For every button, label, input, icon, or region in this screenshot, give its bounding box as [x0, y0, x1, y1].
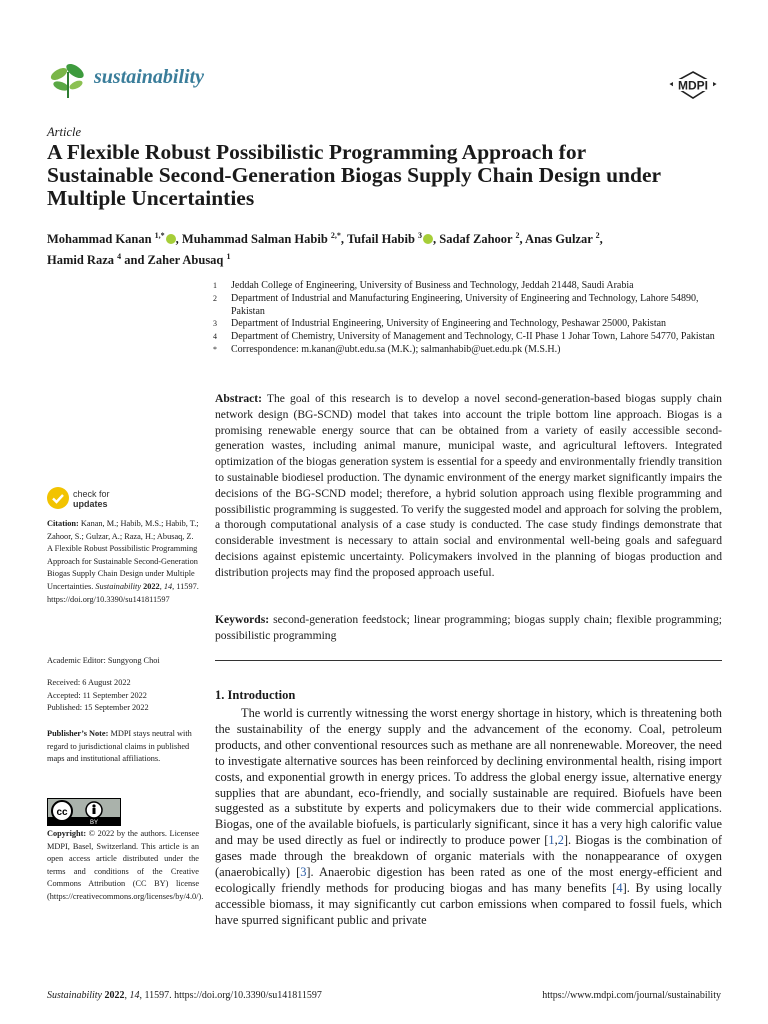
- orcid-icon[interactable]: [423, 234, 433, 244]
- publisher-note-label: Publisher’s Note:: [47, 729, 109, 738]
- author-separator: ,: [433, 232, 440, 247]
- footer-journal: Sustainability: [47, 990, 102, 1001]
- academic-editor: Academic Editor: Sungyong Choi: [47, 656, 160, 665]
- footer-year: 2022: [104, 990, 125, 1001]
- copyright-text: © 2022 by the authors. Licensee MDPI, Basel, Switzerland. This article is an open access article distributed under the terms and conditions of the Creative Commons Attribution (CC BY) license (https://creativecommons.org/licenses/by/4.0/).: [47, 829, 204, 901]
- accepted-date: Accepted: 11 September 2022: [47, 690, 147, 700]
- publisher-note: [47, 728, 199, 766]
- keywords: [215, 612, 722, 644]
- footer-citation: Sustainability 2022, 14, 11597. https://doi.org/10.3390/su141811597: [47, 990, 322, 1001]
- citation-text: Kanan, M.; Habib, M.S.; Habib, T.; Zahoor, S.; Gulzar, A.; Raza, H.; Abusaq, Z. A Flexible Robust Possibilistic Programming Approach for Sustainable Second-Generation Biogas Supply Chain Design under Multiple Uncertainties.: [47, 519, 199, 591]
- citation-link-4[interactable]: 4: [616, 880, 623, 895]
- affiliation-mark: *: [213, 344, 217, 354]
- check-updates-icon: [47, 487, 69, 509]
- orcid-icon[interactable]: [166, 234, 176, 244]
- affiliation-mark: 3: [213, 319, 217, 329]
- published-date: Published: 15 September 2022: [47, 703, 149, 713]
- author-name[interactable]: Hamid Raza: [47, 253, 118, 268]
- author-separator: ,: [519, 232, 526, 247]
- affiliation-mark: 2: [213, 293, 217, 303]
- affiliation-item: [213, 293, 733, 319]
- citation-separator: ,: [554, 833, 558, 848]
- author-affiliation-mark: 3: [418, 231, 423, 240]
- author-name[interactable]: Mohammad Kanan: [47, 232, 155, 247]
- citation-block: Citation: Kanan, M.; Habib, M.S.; Habib, T.; Zahoor, S.; Gulzar, A.; Raza, H.; Abusaq, Z. A Flexible Robust Possibilistic Programming Approach for Sustainable Second-Generation Biogas Supply Chain Design under Multiple Uncertainties. Sustainability 2022, 14, 11597. https://doi.org/10.3390/su141811597: [47, 519, 199, 604]
- author-separator: ,: [599, 232, 603, 247]
- citation-label: Citation:: [47, 519, 79, 528]
- affiliation-mark: 1: [213, 281, 217, 290]
- author-separator: and: [121, 253, 148, 268]
- citation-volume: 14: [163, 581, 173, 591]
- author-affiliation-mark: 2,*: [330, 231, 341, 240]
- article-dates: [47, 677, 199, 715]
- affiliations: [213, 280, 733, 357]
- article-type: Article: [47, 125, 82, 139]
- citation-link-3[interactable]: 3: [300, 865, 307, 880]
- affiliation-item: [213, 331, 733, 344]
- keywords-text: second-generation feedstock; linear programming; biogas supply chain; flexible programming; possibilistic programming: [215, 613, 722, 642]
- intro-heading: 1. Introduction: [215, 688, 296, 702]
- author-affiliation-mark: 2: [595, 231, 600, 240]
- author-affiliation-mark: 2: [515, 231, 520, 240]
- abstract-text: The goal of this research is to develop a novel second-generation-based biogas supply chain network design (BG-SCND) model that takes into account the triple bottom line approach. Biogas is a promising renewable energy source that can be obtained from a variety of easily accessible second-generation wastes, including animal manure, municipal waste, and agricultural leftovers. Integrated optimization of the biogas generation system is essential for a speedy and environmentally friendly transition to sustainable biodiesel production. The dynamic environment of the energy market significantly impairs the decisions of the BG-SCND model; therefore, a hybrid solution approach using flexible programming and possibilistic programming is suggested. To verify the suggested model and approach for solving the problem, a thorough computational analysis of a case study is conducted. The case study findings demonstrate that considerable investment is necessary to attain social and environmental well-being goals and safeguard decisions against epistemic uncertainty. Policymakers involved in the planning of biogas production and distribution projects may find the proposed approach useful.: [215, 392, 722, 579]
- publisher-name: MDPI: [678, 78, 708, 93]
- received-date: Received: 6 August 2022: [47, 678, 131, 687]
- citation-journal: Sustainability: [95, 581, 142, 591]
- author-affiliation-mark: 1,*: [154, 231, 165, 240]
- affiliation-text: Jeddah College of Engineering, University of Business and Technology, Jeddah 21448, Saudi Arabia: [231, 280, 634, 291]
- affiliation-item: [213, 280, 733, 293]
- section-divider: [215, 660, 722, 661]
- keywords-label: Keywords:: [215, 613, 270, 626]
- copyright-label: Copyright:: [47, 829, 87, 838]
- affiliation-text: Department of Chemistry, University of Management and Technology, C-II Phase 1 Johar Town, Lahore 54770, Pakistan: [231, 331, 715, 343]
- abstract-label: Abstract:: [215, 392, 263, 405]
- article-title: A Flexible Robust Possibilistic Programming Approach for Sustainable Second-Generation Biogas Supply Chain Design under Multiple Uncertainties: [47, 140, 661, 210]
- journal-leaf-logo: [47, 58, 89, 100]
- citation-link-2[interactable]: 2: [557, 833, 564, 848]
- author-name[interactable]: Zaher Abusaq: [147, 253, 227, 268]
- check-updates-line2: updates: [73, 499, 108, 509]
- citation-doi[interactable]: , 11597. https://doi.org/10.3390/su141811597: [47, 581, 199, 604]
- footer-doi[interactable]: , 11597. https://doi.org/10.3390/su141811597: [139, 990, 322, 1001]
- abstract: [215, 391, 722, 581]
- affiliation-item: [213, 344, 733, 357]
- affiliation-item: [213, 318, 733, 331]
- check-for-updates-button[interactable]: [47, 487, 177, 513]
- affiliation-text: Correspondence: m.kanan@ubt.edu.sa (M.K.); salmanhabib@uet.edu.pk (M.S.H.): [231, 343, 561, 355]
- intro-text-1: The world is currently witnessing the worst energy shortage in history, which is threatening both the sustainability of the energy supply and the advancement of the economy. Coal, petroleum products, and other conventional resources such as methane are all nonrenewable. Moreover, the need to investigate alternative sources has been reinforced by declining environmental health, rising import costs, and exponential growth in energy prices. To address the global energy issue, alternative energy supplies that are abundant, eco-friendly, and socially sustainable are required. Biofuels have been suggested as a substitute by experts and policymakers due to their wide commercial applications. Biogas, one of the available biofuels, is particularly significant, since it has a very high calorific value and may be used directly as fuel or indirectly to produce power [: [215, 706, 722, 848]
- author-separator: ,: [175, 232, 182, 247]
- citation-year: 2022: [143, 581, 160, 591]
- publisher-note-text: MDPI stays neutral with regard to jurisdictional claims in published maps and institutional affiliations.: [47, 729, 192, 764]
- author-name[interactable]: Muhammad Salman Habib: [181, 232, 331, 247]
- author-affiliation-mark: 1: [226, 252, 231, 262]
- intro-paragraph: [215, 706, 722, 929]
- check-updates-line1: check for: [73, 489, 110, 499]
- citation-link-1[interactable]: 1: [548, 833, 555, 848]
- svg-text:cc: cc: [56, 807, 68, 818]
- author-separator: ,: [340, 232, 347, 247]
- intro-text-4: ]. By using locally accessible biomass, it may significantly cut carbon emissions when compared to fossil fuels, which have spurred significant public and private: [215, 880, 722, 927]
- intro-text-2: ]. Biogas is the combination of gases made through the breakdown of organic materials with the nonappearance of oxygen (anaerobically) [: [215, 833, 723, 880]
- affiliation-text: Department of Industrial Engineering, University of Engineering and Technology, Peshawar 25000, Pakistan: [231, 318, 667, 330]
- author-affiliation-mark: 4: [117, 252, 122, 262]
- affiliation-mark: 4: [213, 332, 217, 342]
- author-name[interactable]: Sadaf Zahoor: [439, 232, 516, 247]
- footer-journal-url[interactable]: https://www.mdpi.com/journal/sustainability: [542, 990, 721, 1001]
- intro-text-3: ]. Anaerobic digestion has been rated as one of the most energy-efficient and ecologically friendly methods for producing biogas and has many benefits [: [215, 865, 722, 895]
- cc-by-label: BY: [89, 820, 99, 825]
- author-list: [47, 227, 727, 269]
- journal-name[interactable]: sustainability: [94, 66, 205, 88]
- cc-by-license-badge[interactable]: [47, 798, 121, 826]
- affiliation-text: Department of Industrial and Manufacturing Engineering, University of Engineering and Technology, Lahore 54890, Pakistan: [231, 292, 699, 317]
- author-name[interactable]: Tufail Habib: [346, 232, 419, 247]
- footer-volume: 14: [129, 990, 140, 1001]
- author-name[interactable]: Anas Gulzar: [525, 232, 596, 247]
- mdpi-logo[interactable]: [667, 70, 719, 100]
- copyright-notice: [47, 828, 204, 904]
